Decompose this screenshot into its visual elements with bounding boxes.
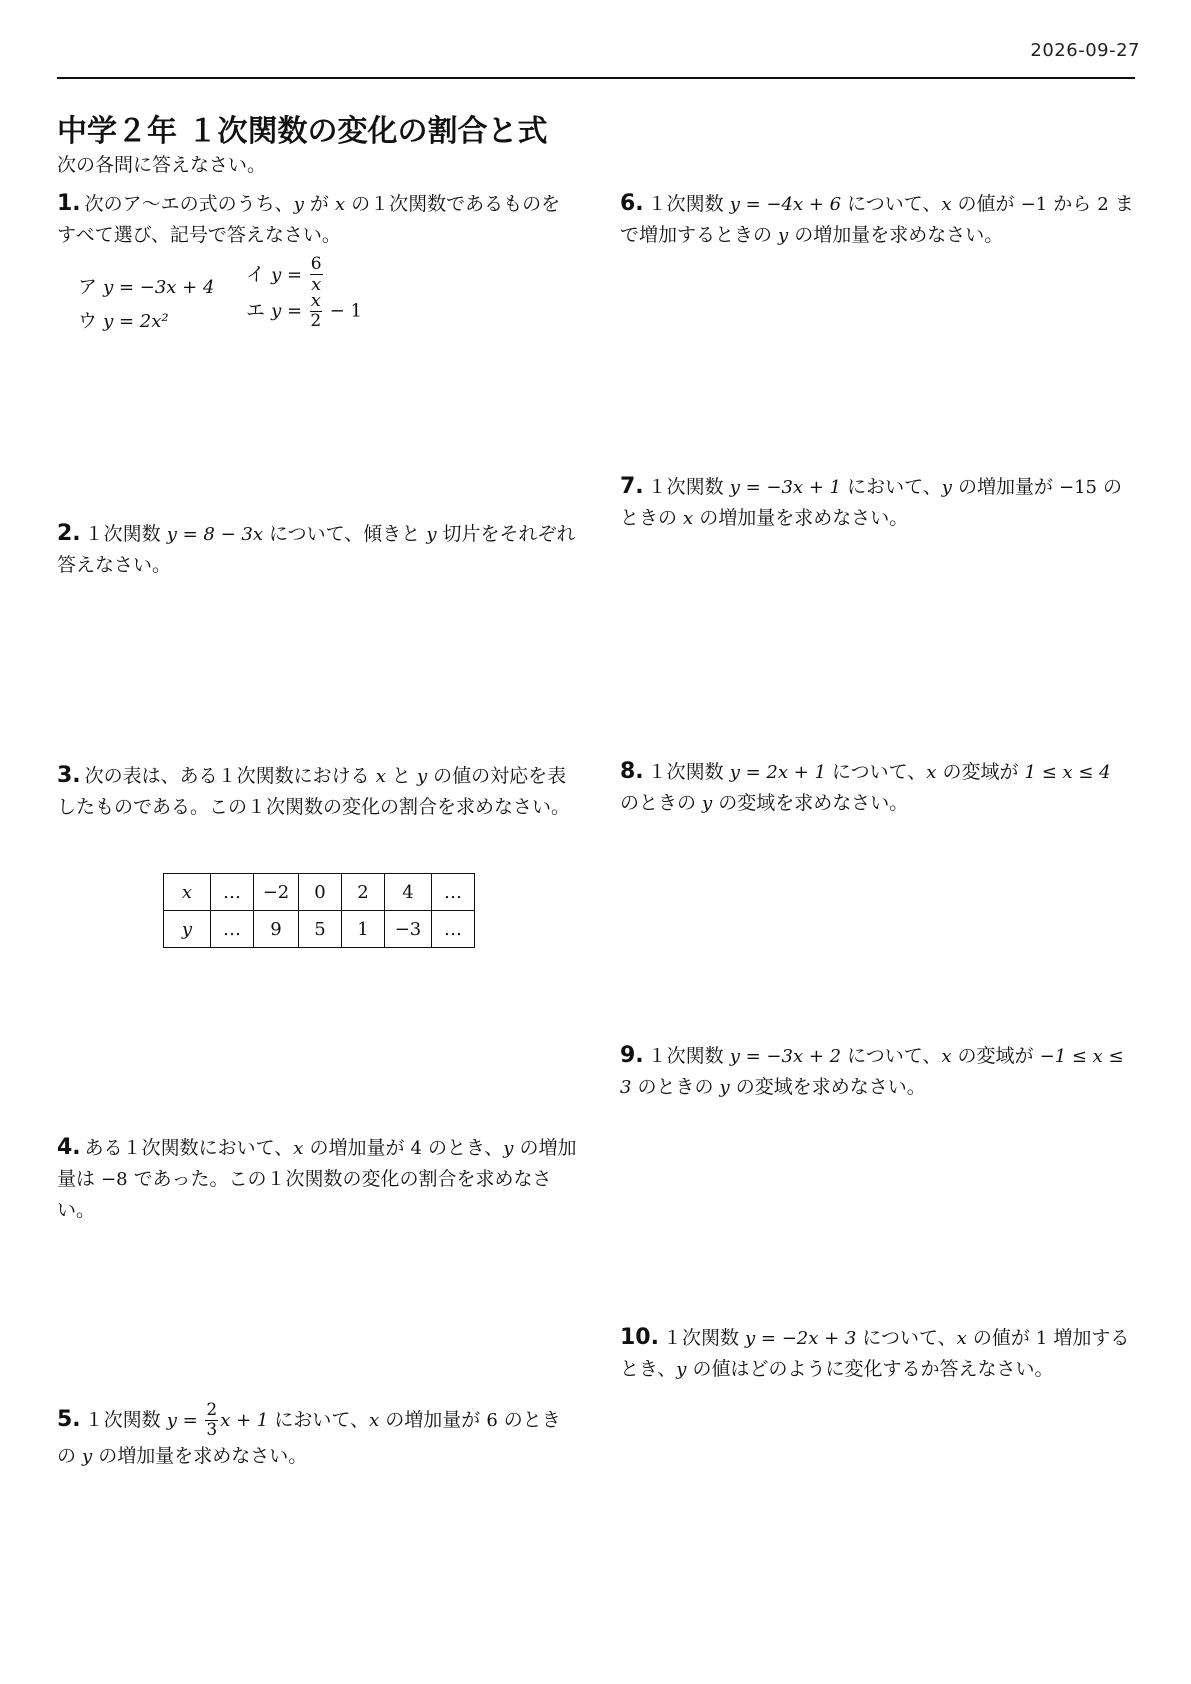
question-text: １次関数 bbox=[647, 476, 730, 498]
question-4 bbox=[57, 1132, 577, 1226]
table-cell: 9 bbox=[254, 911, 299, 948]
question-text: のときの bbox=[631, 1076, 720, 1098]
math-number: −1 bbox=[1020, 194, 1048, 215]
question-9 bbox=[620, 1040, 1135, 1103]
math-var: x bbox=[375, 766, 386, 787]
question-text: 切片をそれぞれ答えなさい。 bbox=[57, 523, 576, 576]
choice-a bbox=[78, 272, 214, 299]
question-text: の１次関数であるものをすべて選び、記号で答えなさい。 bbox=[57, 193, 561, 246]
table-cell: … bbox=[211, 911, 254, 948]
fraction-numerator: x bbox=[310, 290, 321, 311]
fraction bbox=[310, 292, 322, 330]
question-text: 増加するとき、 bbox=[620, 1327, 1130, 1380]
math-number: 2 bbox=[1097, 194, 1109, 215]
math-expression: y = 8 − 3x bbox=[166, 524, 263, 545]
table-cell: −2 bbox=[254, 874, 299, 911]
question-text: ある１次関数において、 bbox=[84, 1137, 294, 1159]
question-2 bbox=[57, 518, 577, 581]
math-expression: y = −2x + 3 bbox=[745, 1328, 857, 1349]
choice-label: ウ bbox=[78, 310, 98, 332]
choice-e bbox=[246, 292, 362, 330]
choice-equation-tail: − 1 bbox=[323, 300, 362, 322]
table-cell: … bbox=[432, 911, 475, 948]
question-text: 次の表は、ある１次関数における bbox=[84, 765, 376, 787]
question-text: において、 bbox=[268, 1409, 370, 1431]
question-text: の増加量を求めなさい。 bbox=[693, 507, 909, 529]
question-text: が bbox=[303, 193, 335, 215]
table-cell: 4 bbox=[385, 874, 432, 911]
question-number: 6. bbox=[620, 191, 644, 216]
table-cell: 2 bbox=[342, 874, 385, 911]
question-text: について、 bbox=[856, 1327, 957, 1349]
math-expression: x + 1 bbox=[220, 1410, 269, 1431]
question-text: の変域が bbox=[936, 761, 1025, 783]
fraction-denominator: 2 bbox=[310, 311, 322, 331]
question-text: １次関数 bbox=[84, 1409, 167, 1431]
question-text: のときの bbox=[620, 792, 703, 814]
question-number: 9. bbox=[620, 1043, 644, 1068]
question-text: の増加量が bbox=[303, 1137, 411, 1159]
math-var: x bbox=[683, 508, 694, 529]
math-var: y bbox=[503, 1138, 514, 1159]
math-expression: 1 ≤ x ≤ 4 bbox=[1024, 762, 1111, 783]
question-10 bbox=[620, 1322, 1135, 1385]
math-expression: y = bbox=[166, 1410, 204, 1431]
question-number: 2. bbox=[57, 521, 81, 546]
math-expression: y = −3x + 1 bbox=[729, 477, 842, 498]
question-text: の増加量を求めなさい。 bbox=[788, 224, 1004, 246]
question-text: において、 bbox=[841, 476, 942, 498]
table-cell: 5 bbox=[299, 911, 342, 948]
choice-equation: y = bbox=[271, 264, 308, 286]
question-5 bbox=[57, 1402, 577, 1474]
math-expression: −1 ≤ x ≤ 3 bbox=[620, 1046, 1124, 1098]
math-var: x bbox=[334, 194, 346, 215]
math-expression: y = 2x + 1 bbox=[729, 762, 826, 783]
question-text: １次関数 bbox=[84, 523, 167, 545]
choice-equation: y = −3x + 4 bbox=[103, 277, 215, 298]
question-text: のとき、 bbox=[422, 1137, 504, 1159]
question-text: と bbox=[385, 765, 417, 787]
question-text: １次関数 bbox=[647, 1045, 730, 1067]
table-cell: … bbox=[211, 874, 254, 911]
question-number: 8. bbox=[620, 759, 644, 784]
math-expression: y = −3x + 2 bbox=[729, 1046, 842, 1067]
question-text: のときの bbox=[620, 476, 1123, 529]
math-number: 1 bbox=[1035, 1328, 1048, 1349]
math-var: y bbox=[416, 766, 428, 787]
question-number: 3. bbox=[57, 763, 81, 788]
table-cell: 1 bbox=[342, 911, 385, 948]
choice-equation: y = 2x² bbox=[103, 311, 169, 332]
fraction-numerator: 2 bbox=[206, 1400, 218, 1420]
fraction bbox=[310, 256, 323, 294]
math-expression: y = −4x + 6 bbox=[729, 194, 842, 215]
math-number: 4 bbox=[410, 1138, 422, 1159]
question-text: について、 bbox=[841, 1045, 942, 1067]
question-7 bbox=[620, 471, 1135, 534]
choice-label: イ bbox=[246, 263, 266, 286]
question-number: 10. bbox=[620, 1325, 659, 1350]
math-var: x bbox=[941, 194, 952, 215]
math-var: y bbox=[82, 1446, 93, 1467]
math-var: x bbox=[941, 1046, 952, 1067]
question-text: の増加量が bbox=[379, 1409, 487, 1431]
math-var: x bbox=[369, 1410, 380, 1431]
question-6 bbox=[620, 188, 1135, 251]
table-header-cell: x bbox=[164, 874, 211, 911]
question-text: まで増加するときの bbox=[620, 193, 1134, 246]
math-var: x bbox=[956, 1328, 967, 1349]
header-rule bbox=[57, 77, 1135, 79]
question-text: １次関数 bbox=[647, 761, 730, 783]
table-cell: 0 bbox=[299, 874, 342, 911]
question-number: 4. bbox=[57, 1135, 81, 1160]
question-text: の増加量は bbox=[57, 1137, 577, 1190]
math-var: y bbox=[941, 477, 952, 498]
choice-label: ア bbox=[78, 276, 98, 298]
fraction-denominator: x bbox=[311, 274, 322, 295]
question-text: であった。この１次関数の変化の割合を求めなさい。 bbox=[57, 1168, 552, 1221]
table-cell: −3 bbox=[385, 911, 432, 948]
question-text: 次のア〜エの式のうち、 bbox=[84, 193, 294, 215]
question-text: の値の対応を表したものである。この１次関数の変化の割合を求めなさい。 bbox=[57, 765, 571, 818]
fraction-numerator: 6 bbox=[310, 254, 322, 274]
question-3 bbox=[57, 760, 577, 823]
table-cell: … bbox=[432, 874, 475, 911]
math-var: x bbox=[293, 1138, 304, 1159]
fraction-denominator: 3 bbox=[206, 1420, 218, 1440]
choice-equation: y = bbox=[271, 300, 308, 322]
question-number: 5. bbox=[57, 1407, 81, 1432]
math-var: y bbox=[778, 225, 789, 246]
question-text: の値はどのように変化するか答えなさい。 bbox=[686, 1358, 1054, 1380]
question-8 bbox=[620, 756, 1135, 819]
question-text: のときの bbox=[57, 1409, 561, 1467]
question-number: 7. bbox=[620, 474, 644, 499]
question-text: の増加量を求めなさい。 bbox=[92, 1445, 308, 1467]
question-text: １次関数 bbox=[647, 193, 730, 215]
math-number: −8 bbox=[101, 1169, 128, 1190]
question-1 bbox=[57, 188, 577, 251]
math-number: 6 bbox=[486, 1410, 498, 1431]
math-var: x bbox=[926, 762, 937, 783]
question-text: の変域が bbox=[951, 1045, 1040, 1067]
question-text: の変域を求めなさい。 bbox=[712, 792, 909, 814]
question-text: の変域を求めなさい。 bbox=[729, 1076, 926, 1098]
question-text: の値が bbox=[951, 193, 1021, 215]
date-label: 2026-09-27 bbox=[1030, 40, 1140, 61]
value-table bbox=[163, 873, 475, 948]
question-number: 1. bbox=[57, 191, 81, 216]
choice-label: エ bbox=[246, 299, 266, 322]
math-var: y bbox=[426, 524, 437, 545]
choice-i bbox=[246, 256, 325, 294]
table-row-x bbox=[164, 874, 475, 911]
worksheet-title: 中学２年 １次関数の変化の割合と式 bbox=[57, 114, 548, 149]
instruction: 次の各問に答えなさい。 bbox=[57, 154, 267, 176]
fraction bbox=[205, 1402, 218, 1439]
math-var: y bbox=[293, 194, 304, 215]
question-text: の増加量が bbox=[951, 476, 1060, 498]
table-header-cell: y bbox=[164, 911, 211, 948]
math-number: −15 bbox=[1059, 477, 1098, 498]
question-text: について、 bbox=[826, 761, 927, 783]
question-text: について、 bbox=[841, 193, 942, 215]
question-text: の値が bbox=[966, 1327, 1036, 1349]
question-text: １次関数 bbox=[662, 1327, 746, 1349]
math-var: y bbox=[719, 1077, 730, 1098]
math-var: y bbox=[702, 793, 713, 814]
math-var: y bbox=[676, 1359, 687, 1380]
question-text: について、傾きと bbox=[263, 523, 427, 545]
question-text: から bbox=[1047, 193, 1098, 215]
table-row-y bbox=[164, 911, 475, 948]
choice-u bbox=[78, 306, 169, 333]
